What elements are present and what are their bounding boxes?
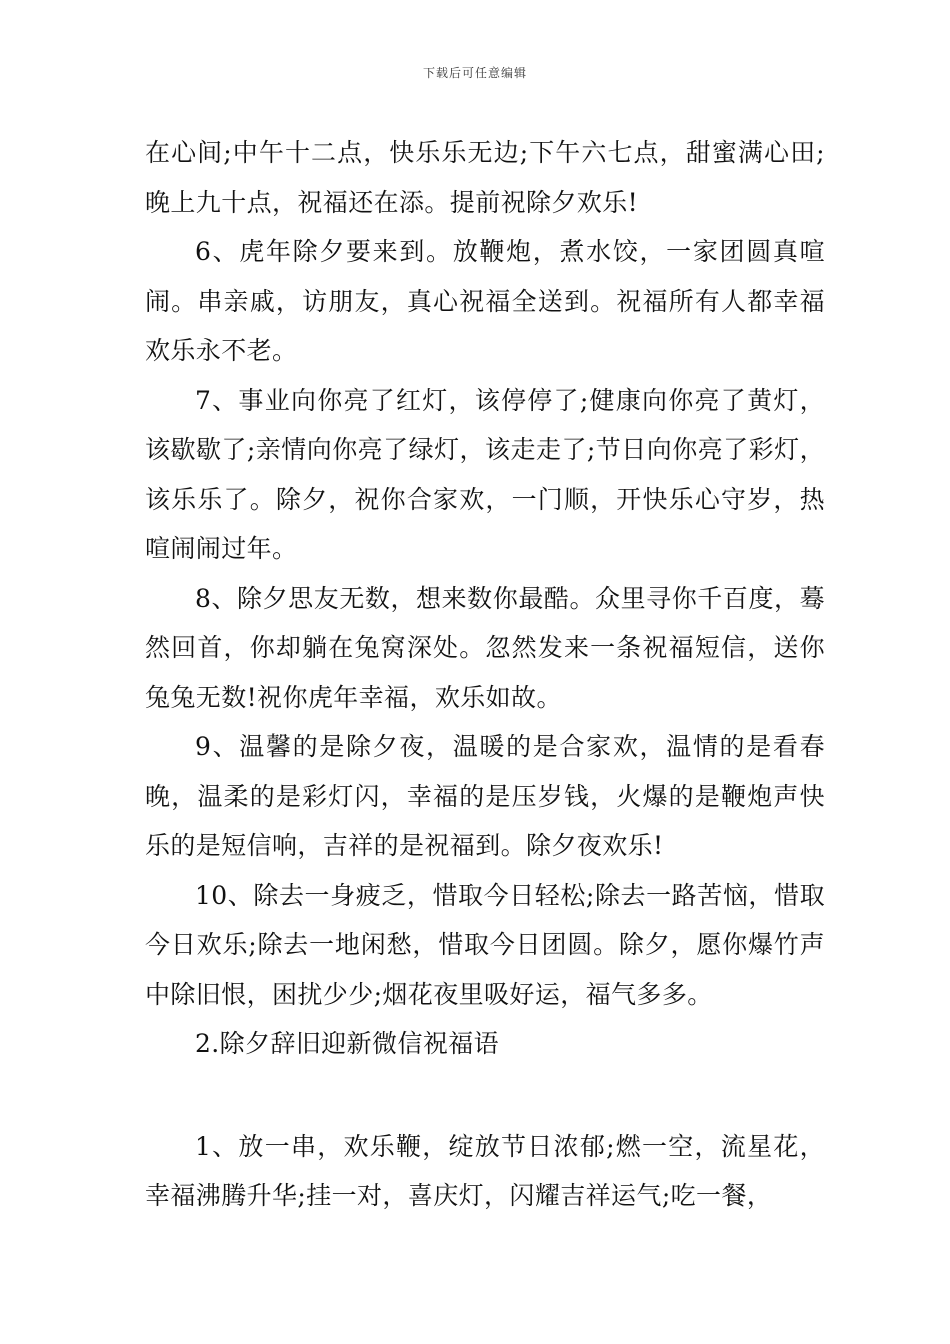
- paragraph-item-9: 9、温馨的是除夕夜，温暖的是合家欢，温情的是看春晚，温柔的是彩灯闪，幸福的是压岁钱，火爆的是鞭炮声快乐的是短信响，吉祥的是祝福到。除夕夜欢乐!: [145, 732, 825, 860]
- paragraph-item-10: 10、除去一身疲乏，惜取今日轻松;除去一路苦恼，惜取今日欢乐;除去一地闲愁，惜取今日团圆。除夕，愿你爆竹声中除旧恨，困扰少少;烟花夜里吸好运，福气多多。: [145, 880, 825, 1009]
- paragraph-item-8: 8、除夕思友无数，想来数你最酷。众里寻你千百度，蓦然回首，你却躺在兔窝深处。忽然发来一条祝福短信，送你兔兔无数!祝你虎年幸福，欢乐如故。: [145, 583, 825, 712]
- paragraph-continued: 在心间;中午十二点，快乐乐无边;下午六七点，甜蜜满心田;晚上九十点，祝福还在添。提前祝除夕欢乐!: [145, 138, 825, 217]
- paragraph-item-6: 6、虎年除夕要来到。放鞭炮，煮水饺，一家团圆真喧闹。串亲戚，访朋友，真心祝福全送到。祝福所有人都幸福欢乐永不老。: [145, 237, 825, 365]
- paragraph-item-7: 7、事业向你亮了红灯，该停停了;健康向你亮了黄灯，该歇歇了;亲情向你亮了绿灯，该走走了;节日向你亮了彩灯，该乐乐了。除夕，祝你合家欢，一门顺，开快乐心守岁，热喧闹闹过年。: [145, 385, 825, 563]
- document-body: [145, 128, 825, 1221]
- section-spacer: [145, 1069, 825, 1122]
- header-note: 下载后可任意编辑: [422, 66, 527, 80]
- section-paragraph-item-1: 1、放一串，欢乐鞭，绽放节日浓郁;燃一空，流星花，幸福沸腾升华;挂一对，喜庆灯，闪耀吉祥运气;吃一餐，: [145, 1131, 825, 1210]
- section-heading: 2.除夕辞旧迎新微信祝福语: [195, 1029, 500, 1058]
